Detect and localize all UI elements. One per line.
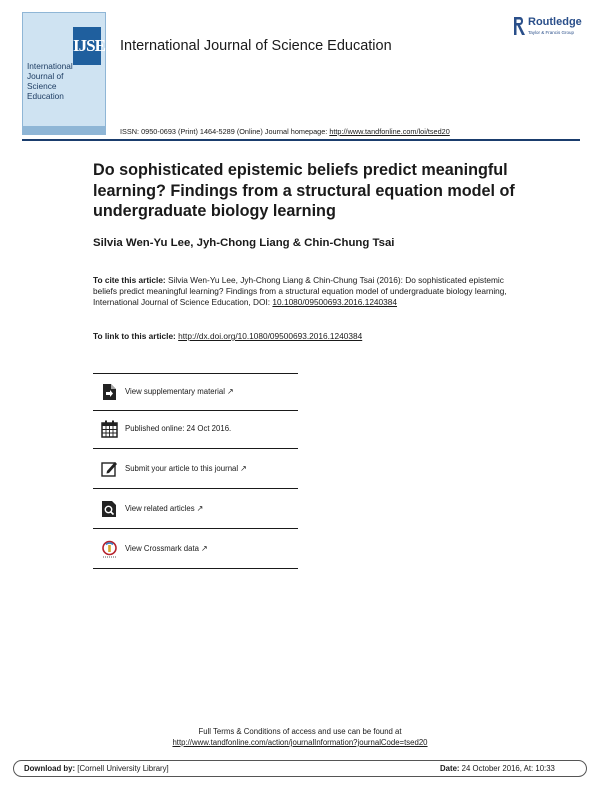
- external-link-icon: ↗: [200, 544, 208, 553]
- article-link[interactable]: http://dx.doi.org/10.1080/09500693.2016.1240384: [178, 331, 363, 341]
- routledge-logo-icon: [512, 16, 526, 36]
- supplementary-file-icon: [101, 383, 118, 401]
- publisher-name: Routledge: [528, 16, 582, 28]
- terms-line: Full Terms & Conditions of access and use can be found at: [198, 727, 402, 736]
- journal-cover-bar: [23, 126, 105, 134]
- doi-link[interactable]: 10.1080/09500693.2016.1240384: [272, 297, 398, 308]
- action-label: View supplementary material: [125, 387, 225, 396]
- action-label: View related articles: [125, 504, 195, 513]
- view-related-articles-link[interactable]: [93, 491, 298, 529]
- terms-link[interactable]: http://www.tandfonline.com/action/journalInformation?journalCode=tsed20: [172, 738, 428, 747]
- citation-block: [93, 275, 523, 309]
- edit-icon: [101, 460, 118, 478]
- download-info-bar: [13, 760, 587, 777]
- issn-line: [120, 127, 450, 136]
- action-label: Submit your article to this journal: [125, 464, 239, 473]
- article-title: Do sophisticated epistemic beliefs predict meaningful learning? Findings from a structural equation model of undergraduate biology learning: [93, 161, 515, 220]
- external-link-icon: ↗: [226, 387, 234, 396]
- calendar-icon: [101, 420, 118, 438]
- download-date: Date: 24 October 2016, At: 10:33: [440, 764, 555, 773]
- published-online-item: [93, 411, 298, 449]
- external-link-icon: ↗: [196, 504, 204, 513]
- issn-text: ISSN: 0950-0693 (Print) 1464-5289 (Online) Journal homepage:: [120, 127, 330, 136]
- journal-title: International Journal of Science Education: [120, 38, 392, 54]
- cite-label: To cite this article:: [93, 275, 166, 285]
- action-label: Published online: 24 Oct 2016.: [125, 424, 232, 433]
- view-supplementary-material-link[interactable]: [93, 373, 298, 411]
- crossmark-icon: [101, 540, 118, 558]
- link-label: To link to this article:: [93, 331, 179, 341]
- terms-notice: [0, 726, 600, 748]
- publisher-tagline: Taylor & Francis Group: [528, 30, 575, 35]
- journal-cover-title: International Journal of Science Education: [27, 61, 73, 101]
- cite-text: Silvia Wen-Yu Lee, Jyh-Chong Liang & Chin-Chung Tsai (2016): Do sophisticated epistemic beliefs predict meaningful learning? Findings from a structural equation model of undergraduate biology learning, International Journal of Science Education, DOI:: [93, 275, 507, 308]
- article-authors: Silvia Wen-Yu Lee, Jyh-Chong Liang & Chin-Chung Tsai: [93, 237, 395, 249]
- search-document-icon: [101, 500, 118, 518]
- journal-homepage-link[interactable]: http://www.tandfonline.com/loi/tsed20: [329, 127, 450, 136]
- article-link-block: [93, 331, 523, 341]
- external-link-icon: ↗: [240, 464, 247, 473]
- view-crossmark-link[interactable]: [93, 531, 298, 569]
- journal-cover-logo: IJSE: [73, 27, 101, 65]
- header-divider: [22, 139, 580, 141]
- journal-cover-image: [22, 12, 106, 135]
- action-label: View Crossmark data: [125, 544, 199, 553]
- downloaded-by: Download by: [Cornell University Library]: [24, 764, 169, 773]
- submit-article-link[interactable]: [93, 451, 298, 489]
